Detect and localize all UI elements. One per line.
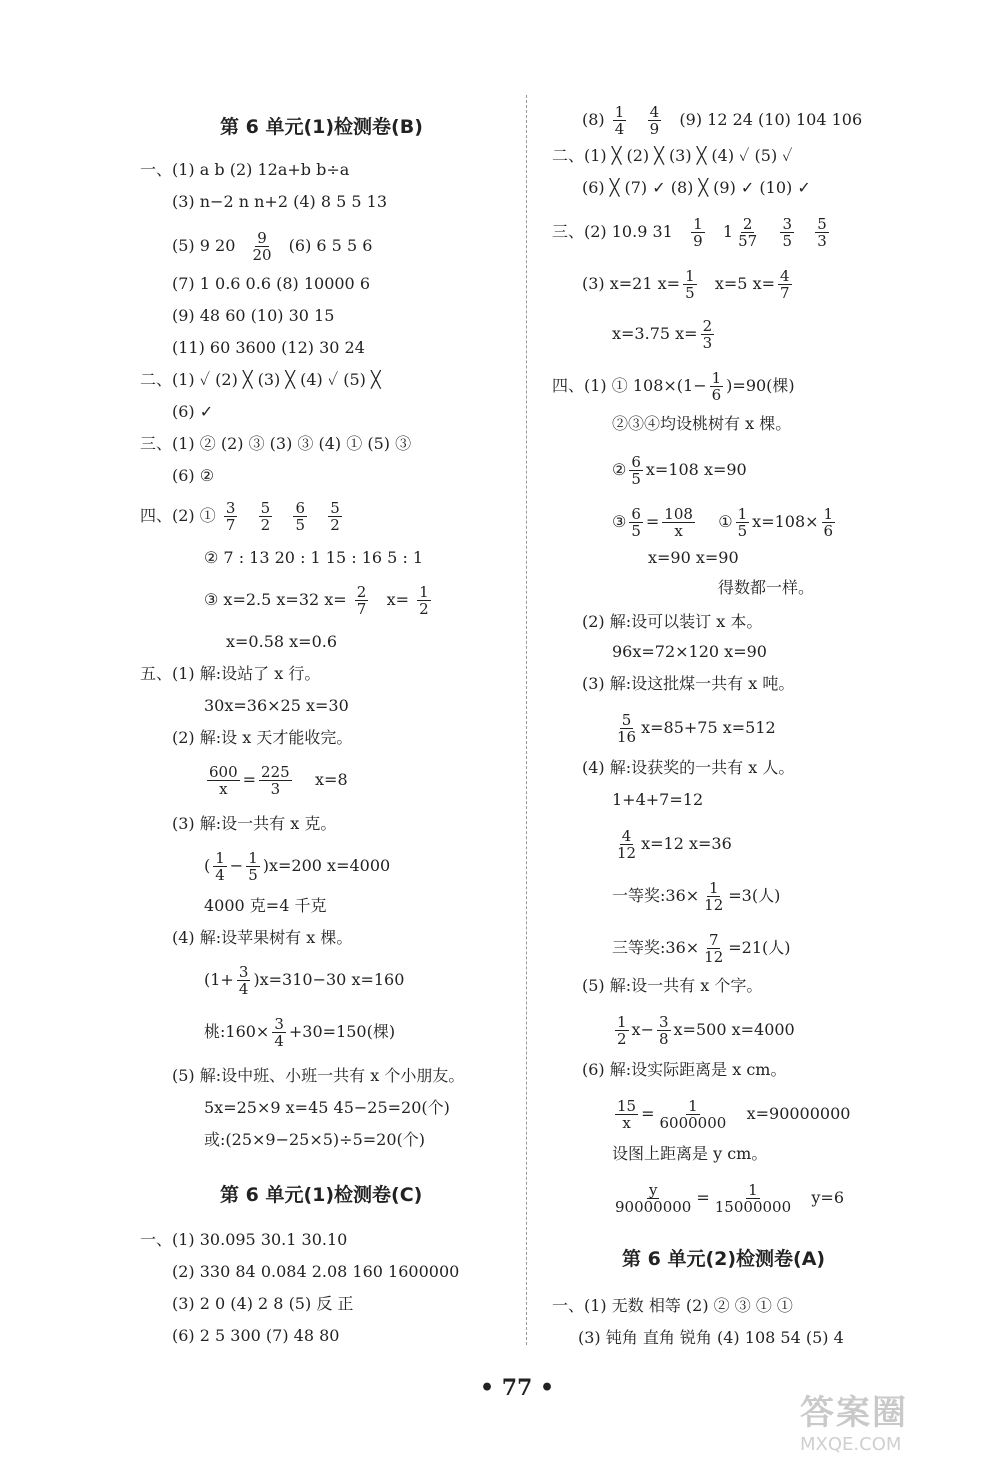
answer-line: (4) 解:设获奖的一共有 x 人。 <box>582 758 795 777</box>
answer-line: $\frac{y}{90000000}$ = $\frac{1}{15000000}$ y=6 <box>615 1181 845 1216</box>
answer-line: 4000 克=4 千克 <box>204 896 327 915</box>
answer-line: (2) 330 84 0.084 2.08 160 1600000 <box>172 1262 460 1281</box>
answer-line: x=0.58 x=0.6 <box>226 632 338 651</box>
answer-line: (6) 2 5 300 (7) 48 80 <box>172 1326 340 1345</box>
answer-line: (5) 解:设一共有 x 个字。 <box>582 976 763 995</box>
answer-line: x=90 x=90 <box>648 548 739 567</box>
watermark-title: 答案圈 <box>800 1393 908 1433</box>
answer-line: $\frac{5}{16}$ x=85+75 x=512 <box>617 711 776 746</box>
watermark-url: MXQE.COM <box>800 1434 902 1455</box>
section-title-b: 第 6 单元(1)检测卷(B) <box>220 116 423 138</box>
answer-line: 三、(1) ② (2) ③ (3) ③ (4) ① (5) ③ <box>140 434 412 453</box>
answer-line: $\frac{1}{2}$ x− $\frac{3}{8}$ x=500 x=4000 <box>617 1013 795 1048</box>
answer-line: 5x=25×9 x=45 45−25=20(个) <box>204 1098 450 1117</box>
answer-line: ② $\frac{6}{5}$ x=108 x=90 <box>612 453 747 488</box>
section-title-c: 第 6 单元(1)检测卷(C) <box>220 1184 423 1206</box>
answer-line: (9) 48 60 (10) 30 15 <box>172 306 335 325</box>
answer-line: 一、(1) a b (2) 12a+b b÷a <box>140 160 350 179</box>
answer-line: 30x=36×25 x=30 <box>204 696 349 715</box>
answer-line: 一等奖:36× $\frac{1}{12}$ =3(人) <box>612 879 781 914</box>
answer-line: (6) ② <box>172 466 215 485</box>
answer-line: (3) 2 0 (4) 2 8 (5) 反 正 <box>172 1294 354 1313</box>
answer-line: 设图上距离是 y cm。 <box>612 1144 768 1163</box>
page-number: • 77 • <box>480 1375 555 1401</box>
answer-line: (3) 钝角 直角 锐角 (4) 108 54 (5) 4 <box>578 1328 844 1347</box>
answer-line: 四、(1) ① 108×(1− $\frac{1}{6}$ )=90(棵) <box>552 369 795 404</box>
answer-line: (6) 解:设实际距离是 x cm。 <box>582 1060 787 1079</box>
answer-line: $\frac{4}{12}$ x=12 x=36 <box>617 827 732 862</box>
answer-line: 四、(2) ① $\frac{3}{7}$ $\frac{5}{2}$ $\frac{6}{5}$ $\frac{5}{2}$ <box>140 499 340 534</box>
answer-line: (3) 解:设一共有 x 克。 <box>172 814 337 833</box>
answer-line: 96x=72×120 x=90 <box>612 642 767 661</box>
answer-line: 三等奖:36× $\frac{7}{12}$ =21(人) <box>612 931 791 966</box>
answer-line: ③ x=2.5 x=32 x= $\frac{2}{7}$ x= $\frac{1}{2}$ <box>204 583 429 618</box>
column-divider <box>526 95 527 1345</box>
answer-line: 1+4+7=12 <box>612 790 704 809</box>
answer-line: (6) ✓ <box>172 402 214 421</box>
answer-line: ( $\frac{1}{4}$ − $\frac{1}{5}$ )x=200 x=4000 <box>204 849 391 884</box>
answer-line: (3) 解:设这批煤一共有 x 吨。 <box>582 674 795 693</box>
answer-line: (11) 60 3600 (12) 30 24 <box>172 338 365 357</box>
answer-line: 或:(25×9−25×5)÷5=20(个) <box>204 1130 426 1149</box>
answer-line: 三、(2) 10.9 31 $\frac{1}{9}$ 1 $\frac{2}{57}$ $\frac{3}{5}$ $\frac{5}{3}$ <box>552 215 827 250</box>
answer-line: 二、(1) ✓ (2) ╳ (3) ╳ (4) ✓ (5) ╳ <box>140 370 381 389</box>
answer-line: x=3.75 x= $\frac{2}{3}$ <box>612 317 713 352</box>
answer-line: $\frac{15}{x}$ = $\frac{1}{6000000}$ x=90000000 <box>617 1097 851 1132</box>
answer-line: ②③④均设桃树有 x 棵。 <box>612 414 792 433</box>
answer-line: 桃:160× $\frac{3}{4}$ +30=150(棵) <box>204 1015 396 1050</box>
answer-line: 五、(1) 解:设站了 x 行。 <box>140 664 321 683</box>
answer-line: (1+ $\frac{3}{4}$ )x=310−30 x=160 <box>204 963 405 998</box>
answer-line: 一、(1) 无数 相等 (2) ② ③ ① ① <box>552 1296 793 1315</box>
watermark-logo <box>800 1385 990 1455</box>
answer-line: (8) $\frac{1}{4}$ $\frac{4}{9}$ (9) 12 24 (10) 104 106 <box>582 103 863 138</box>
answer-line: (4) 解:设苹果树有 x 棵。 <box>172 928 353 947</box>
answer-line: (3) x=21 x= $\frac{1}{5}$ x=5 x= $\frac{4}{7}$ <box>582 267 790 302</box>
answer-line: ② 7 : 13 20 : 1 15 : 16 5 : 1 <box>204 548 424 567</box>
answer-line: (2) 解:设可以装订 x 本。 <box>582 612 763 631</box>
answer-line: 得数都一样。 <box>718 578 815 597</box>
answer-line: (5) 9 20 $\frac{9}{20}$ (6) 6 5 5 6 <box>172 229 373 264</box>
answer-line: $\frac{600}{x}$ = $\frac{225}{3}$ x=8 <box>209 763 348 798</box>
answer-line: (2) 解:设 x 天才能收完。 <box>172 728 353 747</box>
section-title-a: 第 6 单元(2)检测卷(A) <box>622 1248 826 1270</box>
answer-line: ③ $\frac{6}{5}$ = $\frac{108}{x}$ ① $\frac{1}{5}$ x=108× $\frac{1}{6}$ <box>612 505 834 540</box>
answer-line: (7) 1 0.6 0.6 (8) 10000 6 <box>172 274 370 293</box>
answer-line: (6) ╳ (7) ✓ (8) ╳ (9) ✓ (10) ✓ <box>582 178 811 197</box>
answer-line: 二、(1) ╳ (2) ╳ (3) ╳ (4) ✓ (5) ✓ <box>552 146 793 165</box>
answer-line: (5) 解:设中班、小班一共有 x 个小朋友。 <box>172 1066 465 1085</box>
answer-line: (3) n−2 n n+2 (4) 8 5 5 13 <box>172 192 387 211</box>
answer-line: 一、(1) 30.095 30.1 30.10 <box>140 1230 348 1249</box>
